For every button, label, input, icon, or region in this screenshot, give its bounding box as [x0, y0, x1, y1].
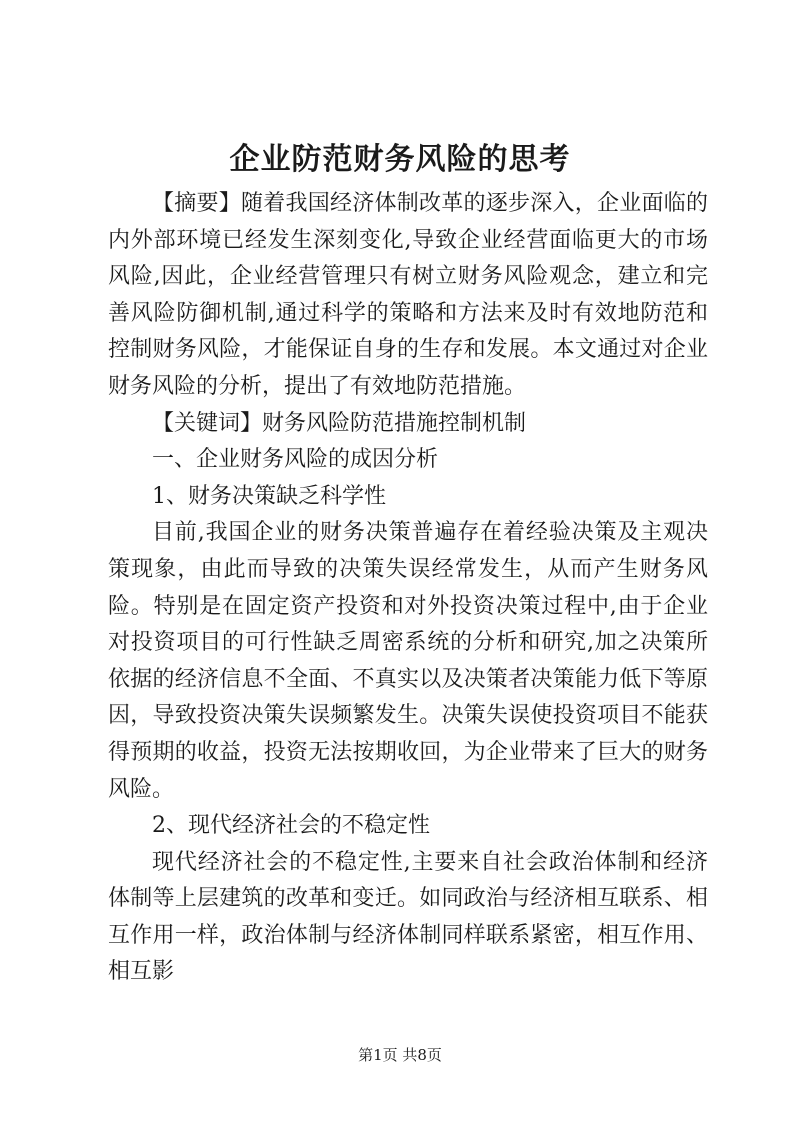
section-heading: 一、企业财务风险的成因分析: [152, 447, 439, 473]
document-title: 企业防范财务风险的思考: [229, 142, 571, 177]
subsection-heading: 2、现代经济社会的不稳定性: [152, 813, 430, 839]
subsection-heading: 1、财务决策缺乏科学性: [152, 483, 386, 509]
document-body: [108, 186, 708, 991]
body-paragraph: 目前,我国企业的财务决策普遍存在着经验决策及主观决策现象，由此而导致的决策失误经常发生，从而产生财务风险。特别是在固定资产投资和对外投资决策过程中,由于企业对投资项目的可行性缺乏周密系统的分析和研究,加之决策所依据的经济信息不全面、不真实以及决策者决策能力低下等原因，导致投资决策失误频繁发生。决策失误使投资项目不能获得预期的收益，投资无法按期收回，为企业带来了巨大的财务风险。: [108, 520, 708, 802]
abstract-paragraph: 【摘要】随着我国经济体制改革的逐步深入，企业面临的内外部环境已经发生深刻变化,导致企业经营面临更大的市场风险,因此，企业经营管理只有树立财务风险观念，建立和完善风险防御机制,通过科学的策略和方法来及时有效地防范和控制财务风险，才能保证自身的生存和发展。本文通过对企业财务风险的分析，提出了有效地防范措施。: [108, 191, 708, 399]
keywords-paragraph: 【关键词】财务风险防范措施控制机制: [152, 410, 527, 436]
page-footer: 第1页 共8页: [358, 1046, 442, 1064]
body-paragraph: 现代经济社会的不稳定性,主要来自社会政治体制和经济体制等上层建筑的改革和变迁。如同政治与经济相互联系、相互作用一样，政治体制与经济体制同样联系紧密，相互作用、相互影: [108, 849, 708, 985]
